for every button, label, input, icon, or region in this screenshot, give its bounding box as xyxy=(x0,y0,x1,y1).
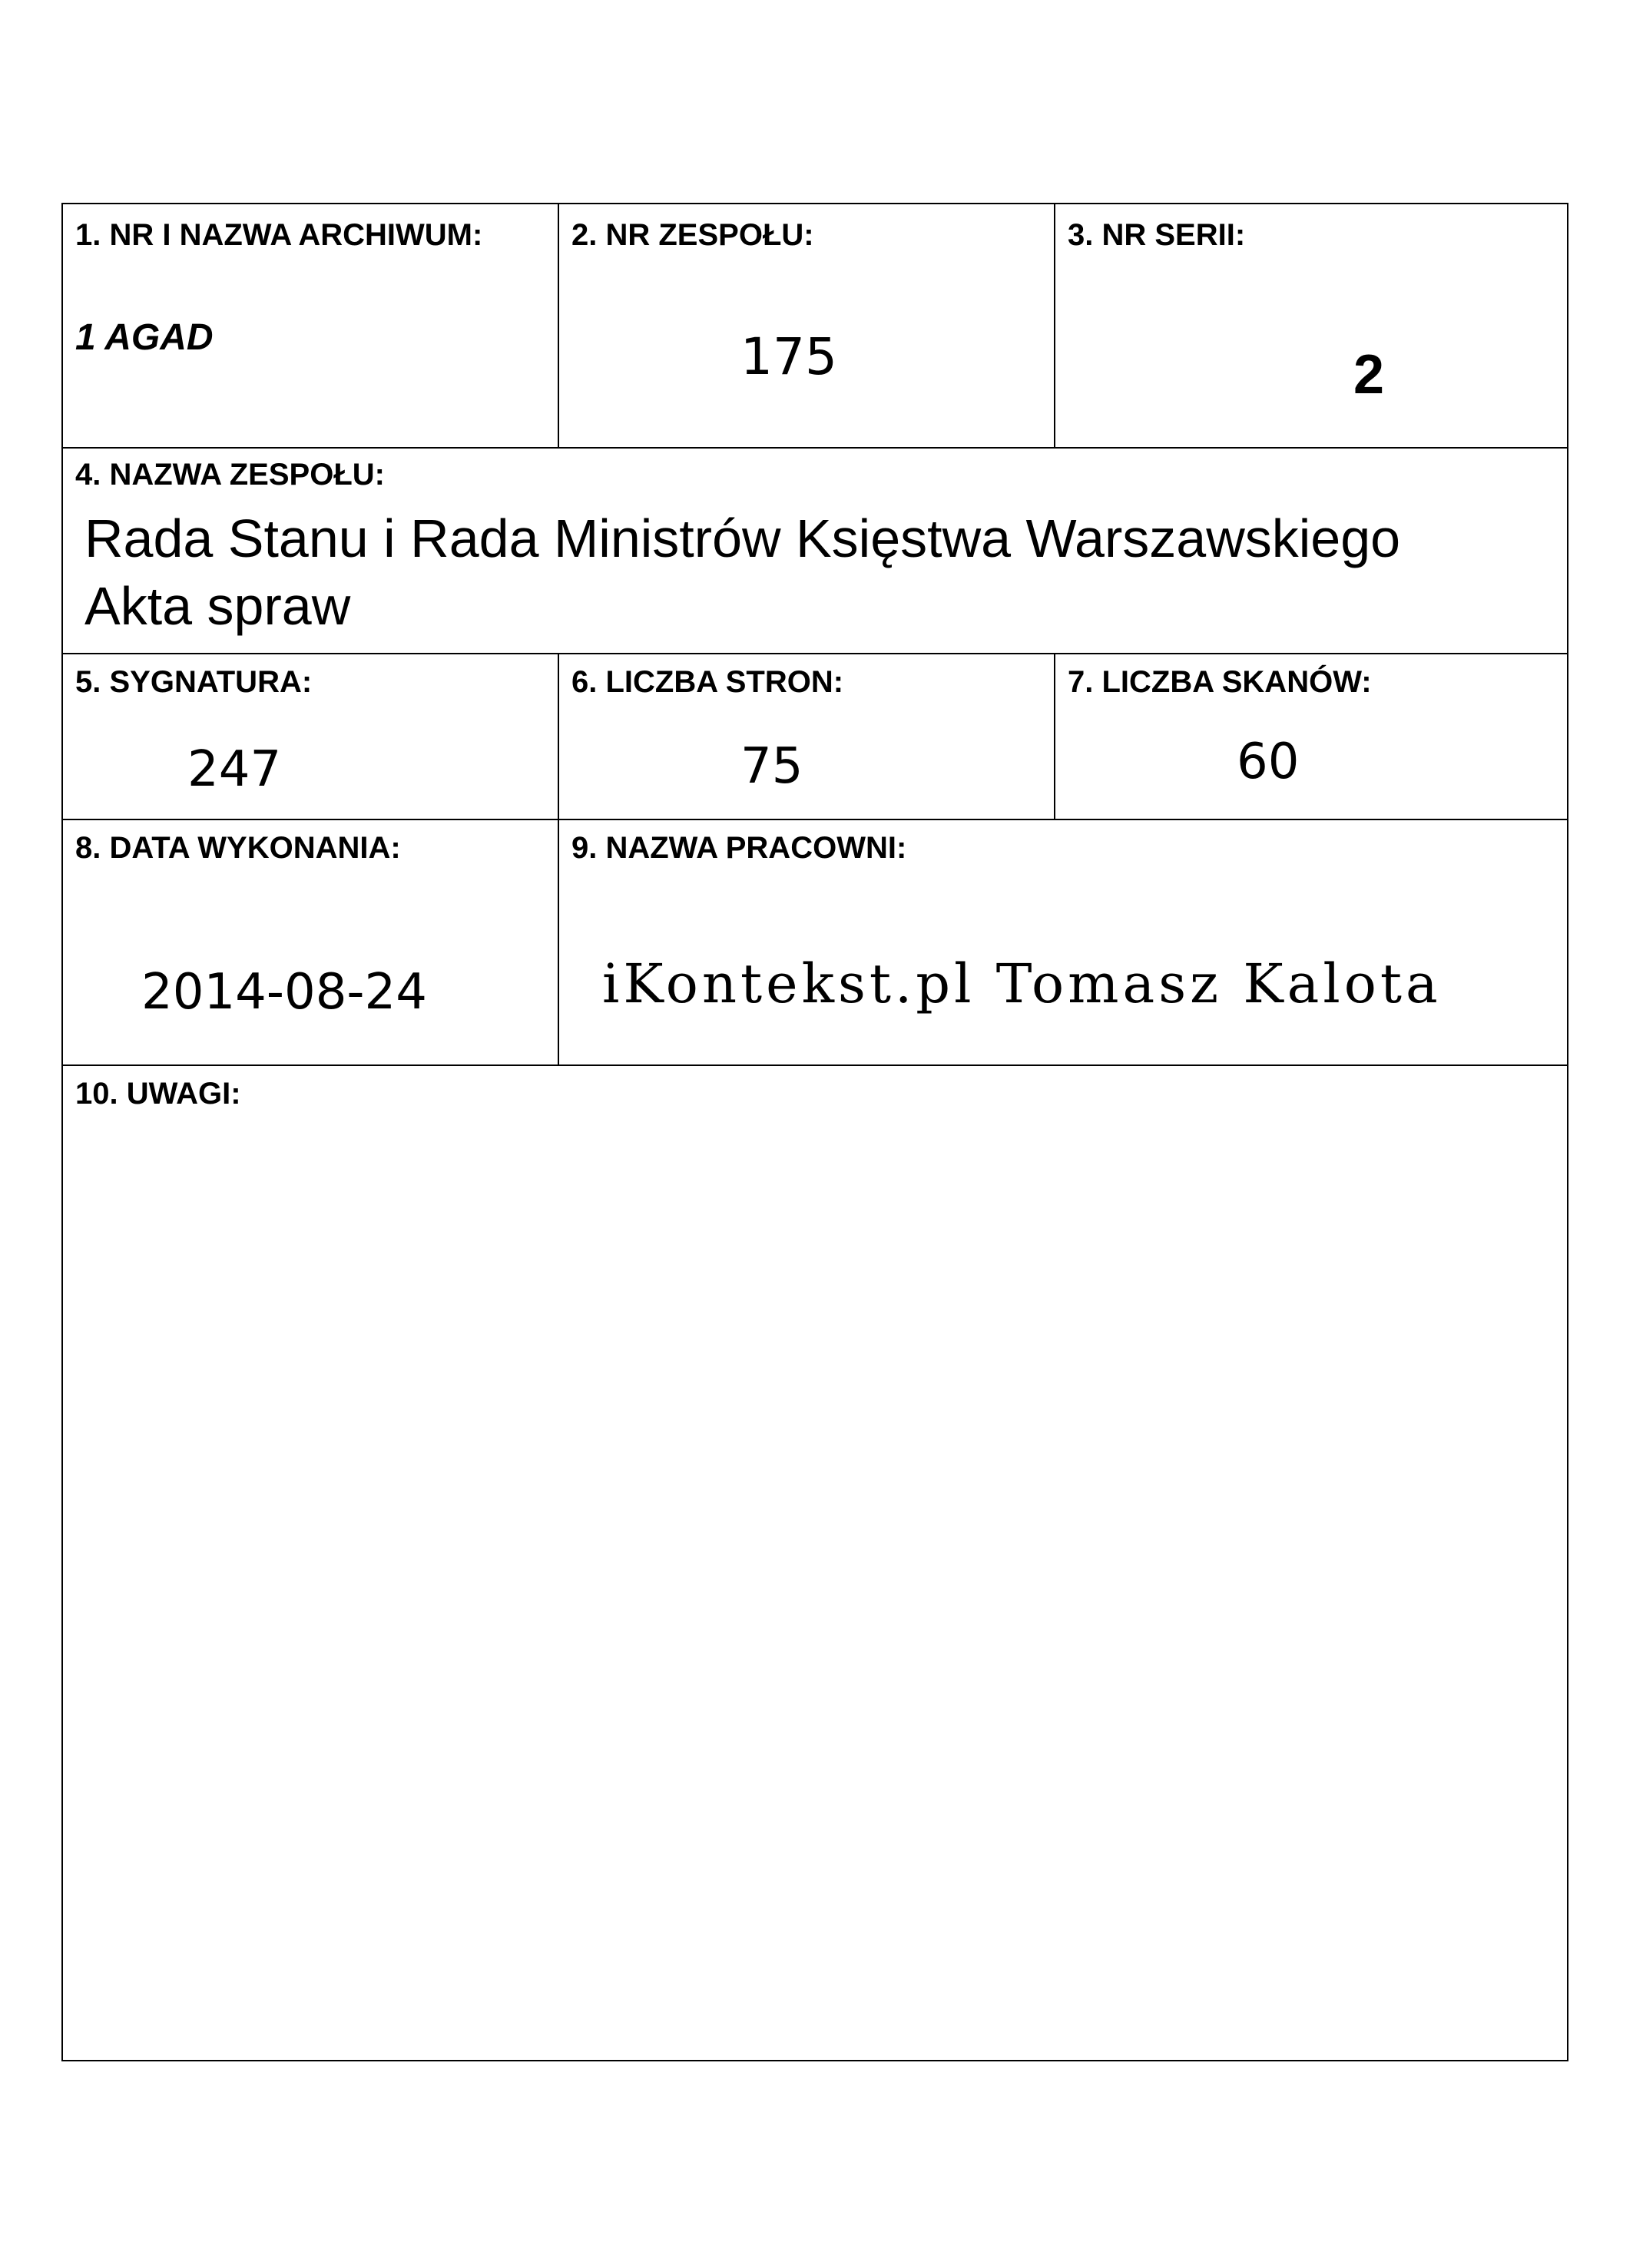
date-label: 8. DATA WYKONANIA: xyxy=(75,831,401,865)
fonds-name-cell xyxy=(63,449,1567,653)
archive-value: 1 AGAD xyxy=(75,317,214,358)
series-number-cell xyxy=(1055,204,1568,447)
page-count-cell xyxy=(559,654,1054,819)
series-number-label: 3. NR SERII: xyxy=(1068,218,1246,252)
fonds-number-cell xyxy=(559,204,1054,447)
remarks-cell xyxy=(63,1066,1567,2060)
fonds-name-line2: Akta spraw xyxy=(84,576,351,636)
page-count-label: 6. LICZBA STRON: xyxy=(571,665,844,699)
archive-metadata-form xyxy=(61,203,1568,2061)
date-cell xyxy=(63,820,558,1064)
fonds-name-line1: Rada Stanu i Rada Ministrów Księstwa Warszawskiego xyxy=(84,508,1401,568)
fonds-number-value: 175 xyxy=(740,327,837,386)
archive-cell xyxy=(63,204,558,447)
signature-cell xyxy=(63,654,558,819)
fonds-name-label: 4. NAZWA ZESPOŁU: xyxy=(75,458,385,492)
signature-value: 247 xyxy=(187,741,282,798)
studio-label: 9. NAZWA PRACOWNI: xyxy=(571,831,907,865)
page-count-value: 75 xyxy=(740,738,803,795)
series-number-value: 2 xyxy=(1353,344,1385,406)
signature-label: 5. SYGNATURA: xyxy=(75,665,313,699)
studio-cell xyxy=(559,820,1567,1064)
remarks-label: 10. UWAGI: xyxy=(75,1077,241,1111)
date-value: 2014-08-24 xyxy=(141,964,427,1021)
scan-count-cell xyxy=(1055,654,1568,819)
archive-label: 1. NR I NAZWA ARCHIWUM: xyxy=(75,218,483,252)
fonds-number-label: 2. NR ZESPOŁU: xyxy=(571,218,814,252)
studio-value: iKontekst.pl Tomasz Kalota xyxy=(602,952,1442,1015)
scan-count-label: 7. LICZBA SKANÓW: xyxy=(1068,665,1372,699)
scan-count-value: 60 xyxy=(1237,733,1300,790)
